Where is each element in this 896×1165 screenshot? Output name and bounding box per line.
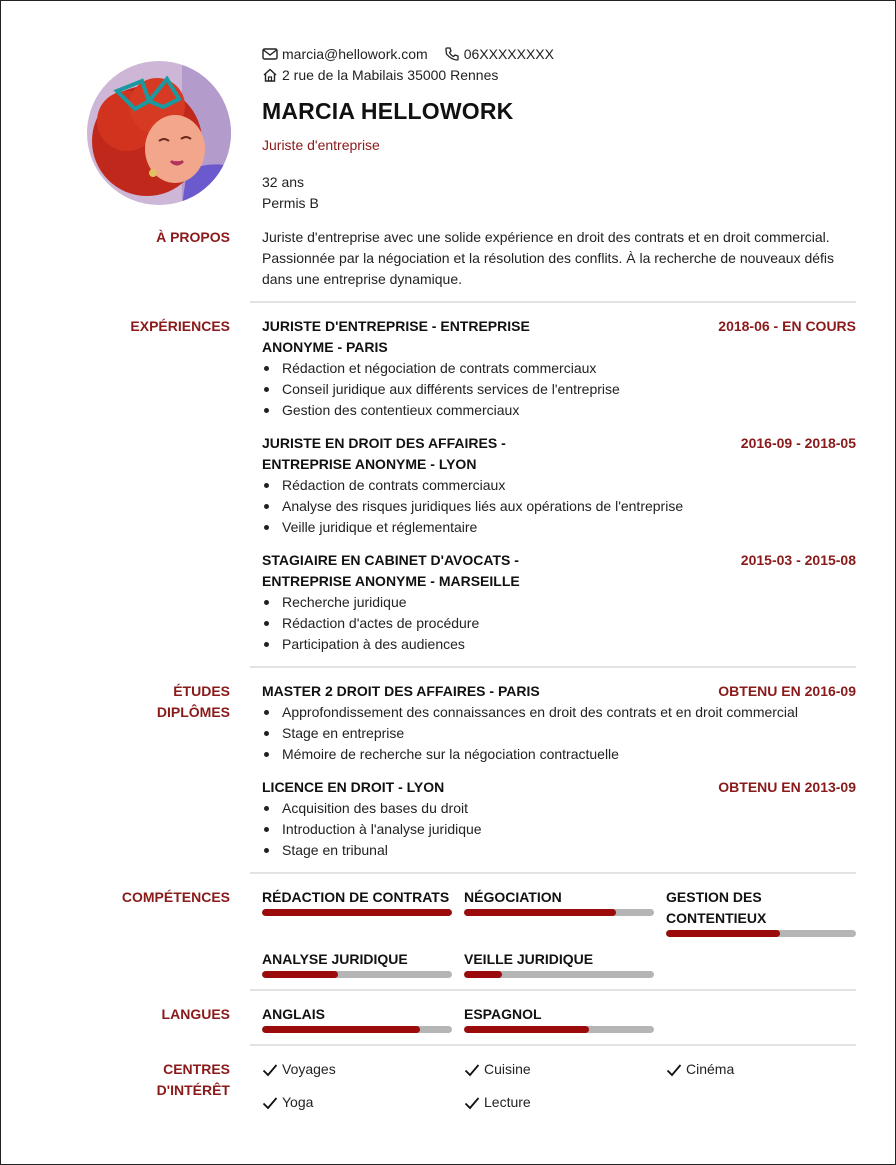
education-bullets xyxy=(262,798,856,861)
experience-entry xyxy=(262,550,856,655)
language-item xyxy=(464,1004,654,1033)
languages-grid xyxy=(262,1004,856,1036)
interest-item xyxy=(262,1059,336,1080)
skill-bar xyxy=(262,909,452,916)
skill-bar xyxy=(666,930,856,937)
skill-bar xyxy=(464,909,654,916)
education-entry xyxy=(262,681,856,765)
list-item: Mémoire de recherche sur la négociation contractuelle xyxy=(262,744,856,765)
education-date: OBTENU EN 2013-09 xyxy=(718,779,856,795)
list-item: Recherche juridique xyxy=(262,592,856,613)
phone-icon xyxy=(444,46,460,62)
check-icon xyxy=(666,1063,682,1077)
skill-bar xyxy=(262,971,452,978)
email-contact[interactable] xyxy=(262,46,428,62)
skill-item xyxy=(262,887,452,916)
education-title: MASTER 2 DROIT DES AFFAIRES - PARIS xyxy=(262,683,540,699)
divider xyxy=(250,872,856,874)
experience-title: JURISTE D'ENTREPRISE - ENTREPRISE ANONYME - PARIS xyxy=(262,318,530,355)
list-item: Veille juridique et réglementaire xyxy=(262,517,856,538)
interest-item xyxy=(666,1059,734,1080)
address-contact xyxy=(262,67,498,83)
skill-bar-fill xyxy=(464,909,616,916)
experience-date: 2018-06 - EN COURS xyxy=(718,318,856,334)
skill-name: GESTION DES CONTENTIEUX xyxy=(666,889,767,926)
education-bullets xyxy=(262,702,856,765)
experience-date: 2015-03 - 2015-08 xyxy=(740,552,856,568)
phone-text: 06XXXXXXXX xyxy=(463,45,554,62)
language-item xyxy=(262,1004,452,1033)
list-item: Acquisition des bases du droit xyxy=(262,798,856,819)
divider xyxy=(250,301,856,303)
skill-name: RÉDACTION DE CONTRATS xyxy=(262,889,450,905)
skill-name: ANALYSE JURIDIQUE xyxy=(262,951,408,967)
interest-item xyxy=(464,1092,531,1113)
experience-bullets xyxy=(262,358,856,421)
skill-item xyxy=(464,887,654,916)
interest-label: Yoga xyxy=(282,1094,314,1110)
language-name: ESPAGNOL xyxy=(464,1006,542,1022)
skills-label: COMPÉTENCES xyxy=(121,889,230,905)
list-item: Introduction à l'analyse juridique xyxy=(262,819,856,840)
divider xyxy=(250,1044,856,1046)
interests-label-line: CENTRES xyxy=(163,1061,230,1077)
profile-photo xyxy=(87,61,231,205)
language-bar-fill xyxy=(262,1026,420,1033)
list-item: Stage en tribunal xyxy=(262,840,856,861)
age: 32 ans xyxy=(262,174,305,190)
education-label-line: DIPLÔMES xyxy=(156,704,230,720)
skill-bar-fill xyxy=(262,909,452,916)
interests-grid xyxy=(262,1059,856,1119)
skill-name: NÉGOCIATION xyxy=(464,889,562,905)
interest-label: Cuisine xyxy=(484,1061,531,1077)
interests-label-line: D'INTÉRÊT xyxy=(156,1082,230,1098)
language-bar xyxy=(262,1026,452,1033)
interest-label: Lecture xyxy=(484,1094,531,1110)
experience-date: 2016-09 - 2018-05 xyxy=(740,435,856,451)
education-label xyxy=(157,681,230,723)
education-date: OBTENU EN 2016-09 xyxy=(718,683,856,699)
interest-label: Voyages xyxy=(282,1061,336,1077)
contact-line-1 xyxy=(262,43,862,64)
list-item: Rédaction de contrats commerciaux xyxy=(262,475,856,496)
skills-grid xyxy=(262,887,856,982)
list-item: Analyse des risques juridiques liés aux opérations de l'entreprise xyxy=(262,496,856,517)
skill-bar-fill xyxy=(262,971,338,978)
interest-item xyxy=(464,1059,531,1080)
home-icon xyxy=(262,67,278,83)
experience-title: JURISTE EN DROIT DES AFFAIRES - ENTREPRISE ANONYME - LYON xyxy=(262,435,506,472)
check-icon xyxy=(262,1063,278,1077)
skill-bar xyxy=(464,971,654,978)
interest-label: Cinéma xyxy=(686,1061,735,1077)
experience-entry xyxy=(262,316,856,421)
language-name: ANGLAIS xyxy=(262,1006,325,1022)
candidate-name: MARCIA HELLOWORK xyxy=(262,98,514,124)
driving-license: Permis B xyxy=(262,195,319,211)
skill-item xyxy=(666,887,856,937)
interests-label xyxy=(157,1059,230,1101)
list-item: Rédaction d'actes de procédure xyxy=(262,613,856,634)
education-title: LICENCE EN DROIT - LYON xyxy=(262,779,445,795)
skill-name: VEILLE JURIDIQUE xyxy=(464,951,594,967)
experience-bullets xyxy=(262,475,856,538)
check-icon xyxy=(262,1096,278,1110)
skill-bar-fill xyxy=(666,930,780,937)
experience-title: STAGIAIRE EN CABINET D'AVOCATS - ENTREPRISE ANONYME - MARSEILLE xyxy=(262,552,520,589)
education-label-line: ÉTUDES xyxy=(173,683,230,699)
check-icon xyxy=(464,1063,480,1077)
interest-item xyxy=(262,1092,313,1113)
language-bar xyxy=(464,1026,654,1033)
job-title: Juriste d'entreprise xyxy=(262,137,380,153)
languages-label: LANGUES xyxy=(161,1006,230,1022)
about-label: À PROPOS xyxy=(156,229,230,245)
language-bar-fill xyxy=(464,1026,589,1033)
phone-contact[interactable] xyxy=(444,46,554,62)
about-text: Juriste d'entreprise avec une solide expérience en droit des contrats et en droit commercial. Passionnée par la négociation et la résolution des conflits. À la recherche de nouveaux défis dans une entreprise dynamique. xyxy=(262,229,835,287)
education-entry xyxy=(262,777,856,861)
list-item: Stage en entreprise xyxy=(262,723,856,744)
contact-line-2 xyxy=(262,64,862,85)
experiences-label: EXPÉRIENCES xyxy=(130,318,230,334)
experience-entry xyxy=(262,433,856,538)
check-icon xyxy=(464,1096,480,1110)
divider xyxy=(250,989,856,991)
list-item: Gestion des contentieux commerciaux xyxy=(262,400,856,421)
experience-bullets xyxy=(262,592,856,655)
skill-bar-fill xyxy=(464,971,502,978)
email-text: marcia@hellowork.com xyxy=(282,45,428,62)
list-item: Approfondissement des connaissances en droit des contrats et en droit commercial xyxy=(262,702,856,723)
personal-info xyxy=(262,172,862,214)
list-item: Participation à des audiences xyxy=(262,634,856,655)
resume-header xyxy=(262,43,862,214)
divider xyxy=(250,666,856,668)
list-item: Rédaction et négociation de contrats commerciaux xyxy=(262,358,856,379)
envelope-icon xyxy=(262,47,278,61)
skill-item xyxy=(262,949,452,978)
skill-item xyxy=(464,949,654,978)
address-text: 2 rue de la Mabilais 35000 Rennes xyxy=(282,66,499,83)
list-item: Conseil juridique aux différents services de l'entreprise xyxy=(262,379,856,400)
